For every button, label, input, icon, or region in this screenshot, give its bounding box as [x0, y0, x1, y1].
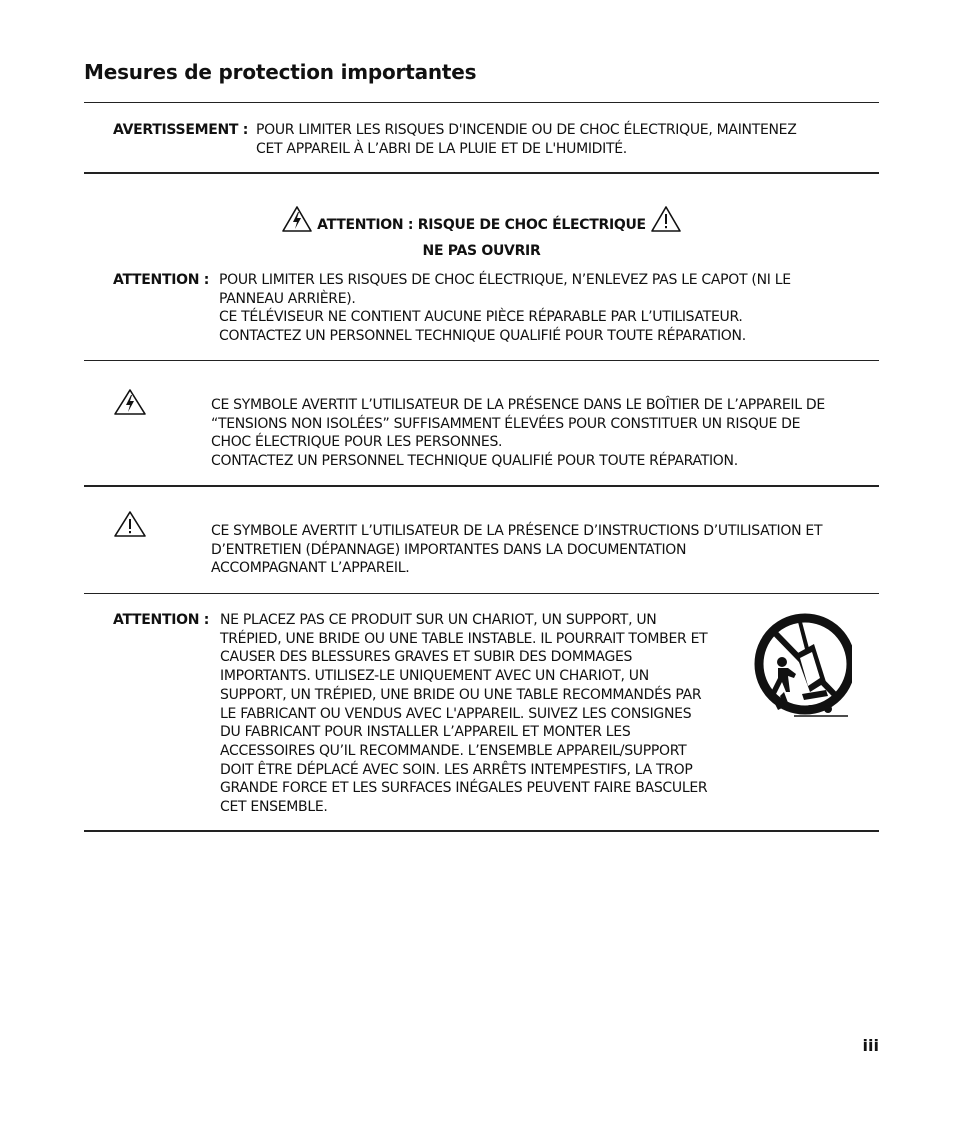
- exclamation-triangle-icon: [650, 205, 682, 237]
- lightning-symbol-line: “TENSIONS NON ISOLÉES” SUFFISAMMENT ÉLEVÉES POUR CONSTITUER UN RISQUE DE: [211, 415, 801, 432]
- cart-caution-line: TRÉPIED, UNE BRIDE OU UNE TABLE INSTABLE. IL POURRAIT TOMBER ET: [220, 630, 708, 647]
- cart-caution-line: SUPPORT, UN TRÉPIED, UNE BRIDE OU UNE TABLE RECOMMANDÉS PAR: [220, 686, 702, 703]
- warning-text: [256, 121, 797, 158]
- cart-caution-line: CAUSER DES BLESSURES GRAVES ET SUBIR DES DOMMAGES: [220, 649, 633, 666]
- divider: [84, 830, 879, 832]
- cart-caution-line: DU FABRICANT POUR INSTALLER L’APPAREIL ET MONTER LES: [220, 724, 631, 741]
- lightning-triangle-icon: [281, 205, 313, 237]
- cart-caution-line: NE PLACEZ PAS CE PRODUIT SUR UN CHARIOT, UN SUPPORT, UN: [220, 612, 657, 628]
- shock-caution-subtitle: NE PAS OUVRIR: [422, 243, 541, 259]
- shock-caution-line: POUR LIMITER LES RISQUES DE CHOC ÉLECTRIQUE, N’ENLEVEZ PAS LE CAPOT (NI LE: [219, 272, 791, 288]
- cart-caution-line: DOIT ÊTRE DÉPLACÉ AVEC SOIN. LES ARRÊTS INTEMPESTIFS, LA TROP: [220, 761, 693, 778]
- cart-caution-line: GRANDE FORCE ET LES SURFACES INÉGALES PEUVENT FAIRE BASCULER: [220, 780, 708, 797]
- divider: [84, 593, 879, 594]
- shock-caution-label: ATTENTION :: [113, 272, 209, 288]
- cart-caution-label: ATTENTION :: [113, 612, 209, 628]
- page-title: Mesures de protection importantes: [84, 60, 477, 84]
- shock-caution-line: PANNEAU ARRIÈRE).: [219, 290, 356, 307]
- shock-caution-line: CONTACTEZ UN PERSONNEL TECHNIQUE QUALIFIÉ POUR TOUTE RÉPARATION.: [219, 328, 746, 345]
- shock-caution-line: CE TÉLÉVISEUR NE CONTIENT AUCUNE PIÈCE RÉPARABLE PAR L’UTILISATEUR.: [219, 309, 743, 326]
- exclamation-symbol-text: [211, 522, 822, 578]
- warning-label: AVERTISSEMENT :: [113, 122, 249, 138]
- page-number: iii: [862, 1036, 879, 1055]
- cart-caution-line: CET ENSEMBLE.: [220, 799, 328, 816]
- exclamation-symbol-line: D’ENTRETIEN (DÉPANNAGE) IMPORTANTES DANS LA DOCUMENTATION: [211, 541, 687, 558]
- divider: [84, 485, 879, 487]
- lightning-triangle-icon: [113, 388, 147, 420]
- cart-tip-over-icon: [752, 612, 852, 726]
- cart-caution-line: ACCESSOIRES QU’IL RECOMMANDE. L’ENSEMBLE APPAREIL/SUPPORT: [220, 742, 687, 759]
- divider: [84, 102, 879, 103]
- lightning-symbol-line: CONTACTEZ UN PERSONNEL TECHNIQUE QUALIFIÉ POUR TOUTE RÉPARATION.: [211, 453, 738, 470]
- shock-caution-heading: [84, 205, 879, 237]
- exclamation-symbol-line: CE SYMBOLE AVERTIT L’UTILISATEUR DE LA PRÉSENCE D’INSTRUCTIONS D’UTILISATION ET: [211, 523, 823, 539]
- exclamation-triangle-icon: [113, 510, 147, 542]
- exclamation-symbol-line: ACCOMPAGNANT L’APPAREIL.: [211, 560, 410, 577]
- lightning-symbol-line: CE SYMBOLE AVERTIT L’UTILISATEUR DE LA PRÉSENCE DANS LE BOÎTIER DE L’APPAREIL DE: [211, 397, 825, 413]
- cart-caution-line: LE FABRICANT OU VENDUS AVEC L'APPAREIL. SUIVEZ LES CONSIGNES: [220, 705, 692, 722]
- cart-caution-text: [220, 611, 707, 817]
- cart-caution-line: IMPORTANTS. UTILISEZ-LE UNIQUEMENT AVEC UN CHARIOT, UN: [220, 668, 649, 685]
- divider: [84, 172, 879, 174]
- warning-line: CET APPAREIL À L’ABRI DE LA PLUIE ET DE L'HUMIDITÉ.: [256, 140, 627, 157]
- lightning-symbol-line: CHOC ÉLECTRIQUE POUR LES PERSONNES.: [211, 434, 503, 451]
- lightning-symbol-text: [211, 396, 825, 471]
- shock-caution-text: [219, 271, 791, 346]
- warning-line: POUR LIMITER LES RISQUES D'INCENDIE OU DE CHOC ÉLECTRIQUE, MAINTENEZ: [256, 122, 797, 138]
- shock-caution-title: ATTENTION : RISQUE DE CHOC ÉLECTRIQUE: [317, 217, 646, 233]
- divider: [84, 360, 879, 361]
